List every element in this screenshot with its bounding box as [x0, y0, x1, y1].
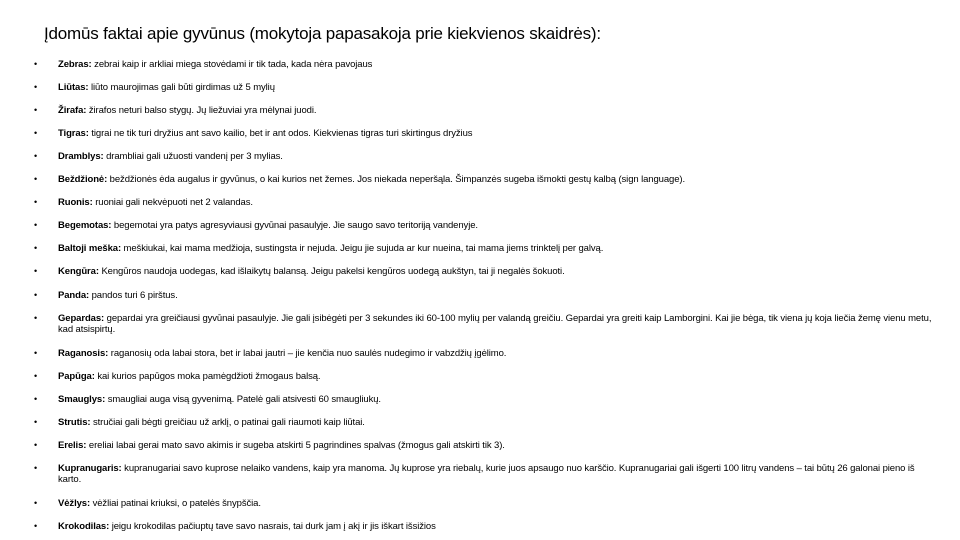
fact-text: liūto maurojimas gali būti girdimas už 5 mylių: [88, 82, 275, 93]
list-item: [34, 348, 939, 359]
animal-name: Vėžlys:: [58, 498, 91, 509]
fact-text: jeigu krokodilas pačiuptų tave savo nasrais, tai durk jam į akį ir jis iškart išsižios: [109, 521, 436, 532]
fact-text: ereliai labai gerai mato savo akimis ir sugeba atskirti 5 pagrindines spalvas (žmogus gali atskirti tik 3).: [86, 440, 505, 451]
fact-text: gepardai yra greičiausi gyvūnai pasaulyje. Jie gali įsibėgėti per 3 sekundes iki 60-100 mylių per valandą greičiu. Gepardai yra greiti kaip Lamborgini. Kai jie bėga, tik viena jų koja liečia žemę vienu metu, kad atsispirtų.: [58, 313, 932, 335]
bullet: •: [34, 243, 38, 253]
fact-text: ruoniai gali nekvėpuoti net 2 valandas.: [92, 197, 253, 208]
fact-text: stručiai gali bėgti greičiau už arklį, o patinai gali riaumoti kaip liūtai.: [90, 417, 365, 428]
list-item: [34, 220, 939, 231]
list-item: [34, 521, 939, 532]
bullet: •: [34, 197, 38, 207]
animal-name: Dramblys:: [58, 151, 104, 162]
fact-text: kupranugariai savo kuprose nelaiko vandens, kaip yra manoma. Jų kuprose yra riebalų, kurie juos apsaugo nuo karščio. Kupranugariai gali išgerti 100 litrų vandens – tai būtų 26 galonai pieno iš karto.: [58, 463, 915, 485]
fact-text: begemotai yra patys agresyviausi gyvūnai pasaulyje. Jie saugo savo teritoriją vandenyje.: [111, 220, 478, 231]
fact-text: zebrai kaip ir arkliai miega stovėdami ir tik tada, kada nėra pavojaus: [91, 59, 373, 70]
fact-text: drambliai gali užuosti vandenį per 3 mylias.: [103, 151, 283, 162]
list-item: [34, 59, 939, 70]
animal-name: Smauglys:: [58, 394, 106, 405]
bullet: •: [34, 521, 38, 531]
animal-name: Liūtas:: [58, 82, 89, 93]
list-item: [34, 440, 939, 451]
animal-name: Panda:: [58, 290, 90, 301]
animal-name: Strutis:: [58, 417, 91, 428]
animal-name: Begemotas:: [58, 220, 112, 231]
animal-name: Tigras:: [58, 128, 89, 139]
list-item: [34, 290, 939, 301]
animal-name: Krokodilas:: [58, 521, 110, 532]
bullet: •: [34, 348, 38, 358]
animal-name: Ruonis:: [58, 197, 93, 208]
fact-text: kai kurios papūgos moka pamėgdžioti žmogaus balsą.: [94, 371, 321, 382]
bullet: •: [34, 463, 38, 473]
animal-name: Papūga:: [58, 371, 95, 382]
fact-text: raganosių oda labai stora, bet ir labai jautri – jie kenčia nuo saulės nudegimo ir vabzdžių įgėlimo.: [108, 348, 507, 359]
bullet: •: [34, 105, 38, 115]
animal-name: Zebras:: [58, 59, 92, 70]
bullet: •: [34, 394, 38, 404]
bullet: •: [34, 174, 38, 184]
animal-name: Žirafa:: [58, 105, 87, 116]
list-item: [34, 371, 939, 382]
bullet: •: [34, 266, 38, 276]
animal-name: Kengūra:: [58, 266, 99, 277]
animal-name: Baltoji meška:: [58, 243, 122, 254]
list-item: [34, 197, 939, 208]
fact-text: Kengūros naudoja uodegas, kad išlaikytų balansą. Jeigu pakelsi kengūros uodegą aukštyn, tai ji negalės šokuoti.: [98, 266, 565, 277]
list-item: [34, 105, 939, 116]
list-item: [34, 243, 939, 254]
list-item: [34, 266, 939, 277]
animal-name: Beždžionė:: [58, 174, 108, 185]
bullet: •: [34, 371, 38, 381]
list-item: [34, 394, 939, 405]
bullet: •: [34, 313, 38, 323]
list-item: [34, 82, 939, 93]
fact-text: beždžionės ėda augalus ir gyvūnus, o kai kurios net žemes. Jos niekada neperšąla. Šimpanzės sugeba išmokti gestų kalbą (sign language).: [107, 174, 685, 185]
list-item: [34, 151, 939, 162]
list-item: [34, 498, 939, 509]
list-item: [34, 174, 939, 185]
bullet: •: [34, 220, 38, 230]
fact-text: meškiukai, kai mama medžioja, sustingsta ir nejuda. Jeigu jie sujuda ar kur nueina, tai mama jiems trinktelį per galvą.: [121, 243, 604, 254]
list-item: [34, 128, 939, 139]
bullet: •: [34, 290, 38, 300]
bullet: •: [34, 82, 38, 92]
bullet: •: [34, 128, 38, 138]
animal-name: Gepardas:: [58, 313, 105, 324]
fact-text: tigrai ne tik turi dryžius ant savo kailio, bet ir ant odos. Kiekvienas tigras turi skirtingus dryžius: [88, 128, 473, 139]
bullet: •: [34, 59, 38, 69]
animal-name: Raganosis:: [58, 348, 109, 359]
bullet: •: [34, 440, 38, 450]
animal-name: Erelis:: [58, 440, 87, 451]
animal-name: Kupranugaris:: [58, 463, 122, 474]
bullet: •: [34, 417, 38, 427]
list-item: [34, 417, 939, 428]
slide-title: Įdomūs faktai apie gyvūnus (mokytoja papasakoja prie kiekvienos skaidrės):: [44, 24, 601, 43]
fact-text: žirafos neturi balso stygų. Jų liežuviai yra mėlynai juodi.: [86, 105, 317, 116]
fact-text: vėžliai patinai kriuksi, o patelės šnypščia.: [90, 498, 261, 509]
bullet: •: [34, 151, 38, 161]
list-item: [34, 313, 939, 335]
fact-text: smaugliai auga visą gyvenimą. Patelė gali atsivesti 60 smaugliukų.: [105, 394, 381, 405]
list-item: [34, 463, 939, 485]
fact-text: pandos turi 6 pirštus.: [89, 290, 178, 301]
bullet: •: [34, 498, 38, 508]
